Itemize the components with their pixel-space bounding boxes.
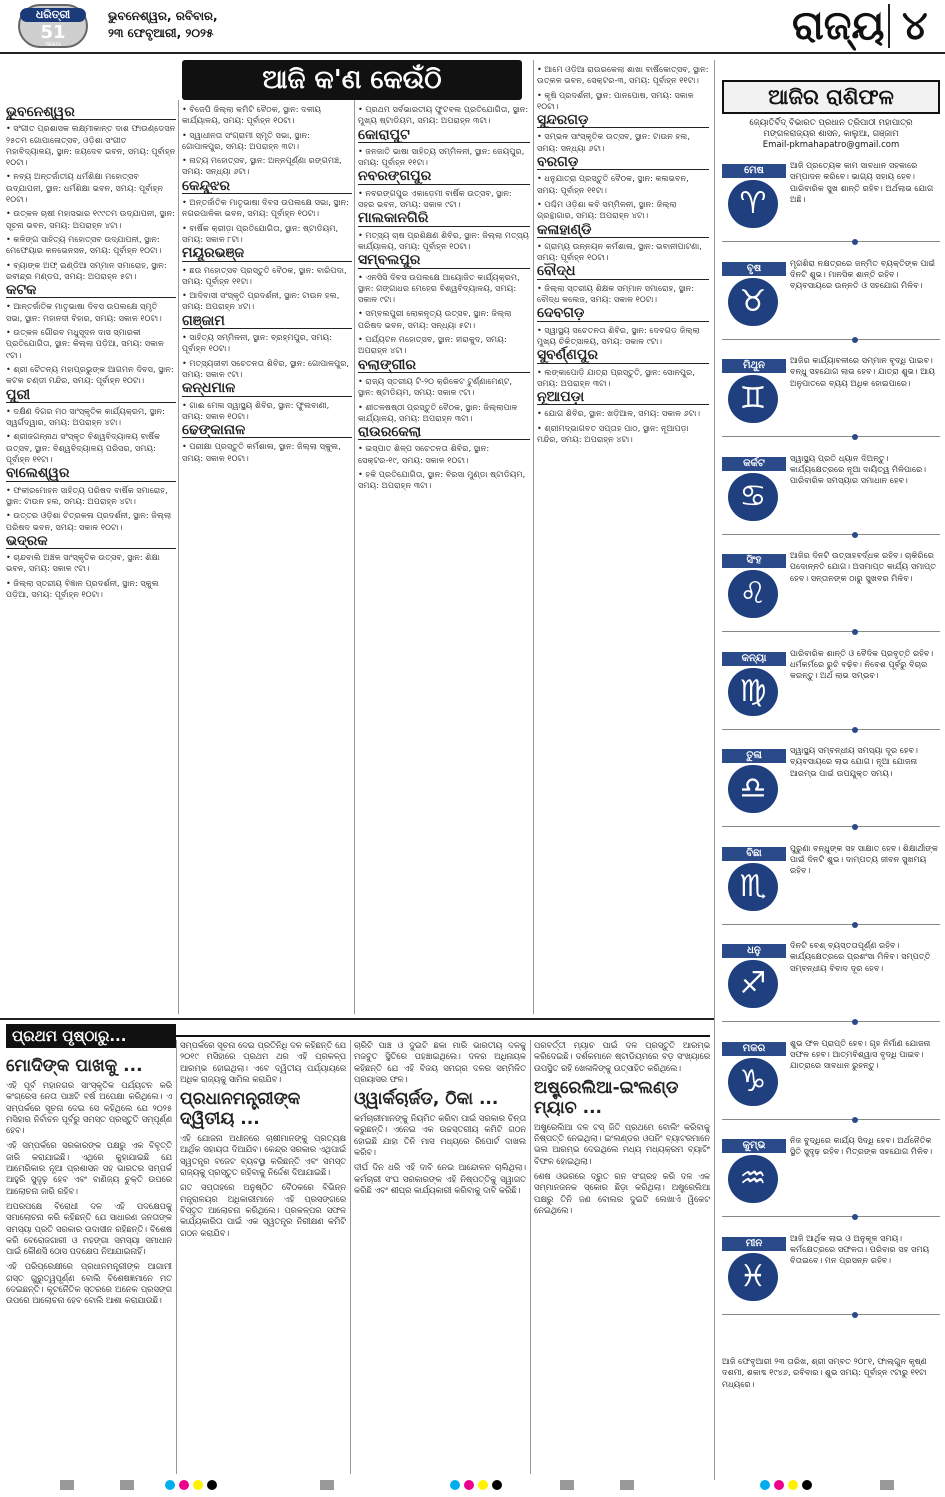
grey-patch [320,1480,334,1490]
column-divider [530,1040,531,1474]
article-paragraph: ଅଷ୍ଟ୍ରେଲିଆ ଦଳ ଟସ୍ ଜିତି ପ୍ରଥମେ ବୋଲିଂ କରିବାକୁ ନିଷ୍ପତ୍ତି ନେଇଥିଲା। ଇଂଲଣ୍ଡର ଓପନିଂ ବ୍ୟାଟରମାନେ ଭଲ ଆରମ୍ଭ ଦେଇଥିଲେ ମଧ୍ୟ ମଧ୍ୟକ୍ରମ ବ୍ୟାଟିଂ ବିଫଳ ହୋଇଥିଲା। [534,1121,710,1166]
events-column-2 [182,104,352,1014]
front-article-1 [6,1054,172,1474]
zodiac-7-icon: ♎ [728,765,778,813]
event-item: • ଶ୍ରୀଜଗନ୍ନାଥ ସଂସ୍କୃତ ବିଶ୍ୱବିଦ୍ୟାଳୟ ବାର୍ଷିକ ଉତ୍ସବ, ସ୍ଥାନ: ବିଶ୍ୱବିଦ୍ୟାଳୟ ପରିସର, ସମୟ: ପୂର୍ବାହ୍ନ ୧୧ଟା। [6,431,161,465]
article-headline: ଓ୍ୱାର୍କଚାର୍ଜଡ, ଠିକା ... [354,1089,499,1110]
event-item: • ଚାନ୍ଦବାଲି ଅଞ୍ଚଳ ସାଂସ୍କୃତିକ ଉତ୍ସବ, ସ୍ଥାନ: ଶିକ୍ଷା ଭବନ, ସମୟ: ସକାଳ ୯ଟା। [6,552,160,574]
zodiac-1-icon: ♈ [728,180,778,228]
events-column-3 [358,104,530,1014]
zodiac-sign-label: ମୀନ [722,1237,786,1251]
column-divider [714,60,715,1480]
district-heading: ମୟୂରଭଞ୍ଜ [182,248,352,261]
article-paragraph: ଏହି ପରିପ୍ରେକ୍ଷୀରେ ପ୍ରଧାନମନ୍ତ୍ରୀଙ୍କ ଆଗାମୀ ଗସ୍ତ ଗୁରୁତ୍ୱପୂର୍ଣ୍ଣ ବୋଲି ବିଶେଷଜ୍ଞମାନେ ମତ ଦେଇଛନ୍ତି। କୂଟନୈତିକ ସ୍ତରରେ ଅନେକ ପ୍ରସଙ୍ଗ ଉପରେ ଆଲୋଚନା ହେବ ବୋଲି ଆଶା କରାଯାଉଛି। [6,1261,172,1306]
article-paragraph: କର୍ମଚାରୀମାନଙ୍କୁ ନିୟମିତ କରିବା ପାଇଁ ସରକାର ଚିନ୍ତା କରୁଛନ୍ତି। ଏନେଇ ଏକ ଉଚ୍ଚସ୍ତରୀୟ କମିଟି ଗଠନ ହୋଇଛି ଯାହା ତିନି ମାସ ମଧ୍ୟରେ ରିପୋର୍ଟ ଦାଖଲ କରିବ। [354,1113,526,1158]
event-item: • ସ୍ୱାଧୀନତା ସଂଗ୍ରାମୀ ସ୍ମୃତି ସଭା, ସ୍ଥାନ: ଗୋପାଳପୁର, ସମୟ: ଅପରାହ୍ନ ୩ଟା। [182,129,310,151]
event-item: • ଜନଜାତି ଭାଷା ସାହିତ୍ୟ ସମ୍ମିଳନୀ, ସ୍ଥାନ: ଜେୟପୁର, ସମୟ: ପୂର୍ବାହ୍ନ ୧୧ଟା। [358,145,525,168]
color-registration-dot [788,1480,798,1490]
event-item: • ଏନସିସି ଦିବସ ଉପଲକ୍ଷେ ଆୟୋଜିତ କାର୍ଯ୍ୟକ୍ରମ, ସ୍ଥାନ: ଗଙ୍ଗାଧର ମେହେର ବିଶ୍ୱବିଦ୍ୟାଳୟ, ସମୟ: ସକାଳ ୯ଟା। [358,271,520,305]
astrologer-name: ଜ୍ୟୋତିର୍ବିଦ୍ ବିଭାରତ ପ୍ରଧାନ ତ୍ରିପାଠୀ ମହାପାତ୍ର [749,118,913,128]
district-heading: ଗଞ୍ଜାମ [182,316,352,329]
event-item: • ଆନ୍ତର୍ଜାତିକ ମାତୃଭାଷା ଦିବସ ଉପଲକ୍ଷେ ସ୍ମୃତି ସଭା, ସ୍ଥାନ: ମହାନଦୀ ବିହାର, ସମୟ: ସକାଳ ୧୦ଟା। [6,301,162,323]
event-item: • ବିଜେପି ଜିଲ୍ଲା କମିଟି ବୈଠକ, ସ୍ଥାନ: ଦଳୀୟ କାର୍ଯ୍ୟାଳୟ, ସମୟ: ପୂର୍ବାହ୍ନ ୧୦ଟା। [182,104,322,126]
district-heading: କଟକ [6,285,176,298]
front-page-rule [176,1035,710,1037]
event-item: • ସାହିତ୍ୟ ସମ୍ମିଳନୀ, ସ୍ଥାନ: ବ୍ରହ୍ମପୁର, ସମୟ: ପୂର୍ବାହ୍ନ ୧୦ଟା। [182,332,333,354]
page-number: ୪ [902,2,928,49]
horoscope-sign-10 [722,1038,940,1116]
horoscope-sign-3 [722,355,940,433]
color-registration-dot [760,1480,770,1490]
event-item: • ନାଟ୍ୟ ମହୋତ୍ସବ, ସ୍ଥାନ: ଅନ୍ନପୂର୍ଣ୍ଣା ରଙ୍ଗମଞ୍ଚ, ସମୟ: ସନ୍ଧ୍ୟା ୬ଟା। [182,155,342,177]
horoscope-sign-6 [722,648,940,726]
section-name: ରାଜ୍ୟ [792,2,885,49]
zodiac-11-icon: ♒ [728,1155,778,1203]
event-item: • ଜିଲ୍ଲା ସ୍ତରୀୟ ବିଜ୍ଞାନ ପ୍ରଦର୍ଶନୀ, ସ୍ଥାନ: ସ୍କୁଲ ପଡ଼ିଆ, ସମୟ: ପୂର୍ବାହ୍ନ ୧୦ଟା। [6,577,159,599]
color-registration-dot [478,1480,488,1490]
separator-dot [852,727,858,733]
zodiac-sign-label: ତୁଳା [722,749,786,763]
horoscope-text: ସ୍ୱାସ୍ଥ୍ୟ ସମ୍ବନ୍ଧୀୟ ସମସ୍ୟା ଦୂର ହେବ। ବ୍ୟବସାୟରେ ଲାଭ ଯୋଗ। ନୂଆ ଯୋଜନା ଆରମ୍ଭ ପାଇଁ ଉପଯୁକ୍ତ ସମୟ। [790,745,918,778]
district-heading: ସୁବର୍ଣ୍ଣପୁର [537,350,709,363]
sign-separator [722,436,940,437]
color-registration-dot [193,1480,203,1490]
event-item: • ଗ୍ରାମ୍ୟ ଉନ୍ନୟନ କର୍ମଶାଳା, ସ୍ଥାନ: ଭବାନୀପାଟଣା, ସମୟ: ପୂର୍ବାହ୍ନ ୧୦ଟା। [537,240,702,263]
event-item: • ଉତ୍କଳ ଚାଷୀ ମହାସଭାର ୧୯୯ତମ ଉଦ୍‌ଯାପନୀ, ସ୍ଥାନ: ସୂଚନା ଭବନ, ସମୟ: ଅପରାହ୍ନ ୪ଟା। [6,208,175,230]
event-item: • ଅନ୍ତର୍ଜାତିକ ମାତୃଭାଷା ଦିବସ ଉପଲକ୍ଷେ ସଭା, ସ୍ଥାନ: ନଗରପାଳିକା ଭବନ, ସମୟ: ପୂର୍ବାହ୍ନ ୧୦ଟା। [182,197,349,219]
dateline-date: ୨୩ ଫେବୃଆରୀ, ୨୦୨୫ [108,26,214,40]
event-item: • ଶ୍ରୀମଦ୍‌ଭାଗବତ ସପ୍ତାହ ପାଠ, ସ୍ଥାନ: ନୂଆପଡ଼ା ମନ୍ଦିର, ସମୟ: ଅପରାହ୍ନ ୪ଟା। [537,422,689,445]
zodiac-sign-label: ଧନୁ [722,944,786,958]
zodiac-12-icon: ♓ [728,1253,778,1301]
color-registration-dot [464,1480,474,1490]
sign-separator [722,924,940,925]
horoscope-text: ଶୁଭ ଫଳ ପ୍ରାପ୍ତି ହେବ। ଗୃହ ନିର୍ମାଣ ଯୋଜନା ସଫଳ ହେବ। ଆତ୍ମବିଶ୍ୱାସ ବୃଦ୍ଧି ପାଇବ। ଯାତ୍ରାରେ ସାବଧାନ ରୁହନ୍ତୁ। [790,1037,931,1071]
event-item: • ବାର୍ଷିକ କ୍ରୀଡ଼ା ପ୍ରତିଯୋଗିତା, ସ୍ଥାନ: ଷ୍ଟାଡିୟମ, ସମୟ: ସକାଳ ୮ଟା। [182,222,339,244]
front-article-1-cont [180,1040,346,1474]
sign-separator [722,631,940,632]
separator-dot [852,239,858,245]
event-item: • ଶ୍ରୀ ଚୈତନ୍ୟ ମହାପ୍ରଭୁଙ୍କ ଆଗମନ ଦିବସ, ସ୍ଥାନ: କଟକ ଚଣ୍ଡୀ ମନ୍ଦିର, ସମୟ: ପୂର୍ବାହ୍ନ ୧୦ଟା। [6,363,174,386]
event-item: • ଫକୀରମୋହନ ସାହିତ୍ୟ ପରିଷଦ ବାର୍ଷିକ ସମାରୋହ, ସ୍ଥାନ: ଟାଉନ ହଲ, ସମୟ: ଅପରାହ୍ନ ୪ଟା। [6,484,168,506]
grey-patch [620,1480,634,1490]
horoscope-text: ଆଜି ଆର୍ଥିକ ଲାଭ ଓ ଅନୁକୂଳ ସମୟ। କର୍ମକ୍ଷେତ୍ରରେ ସଫଳତା। ପରିବାର ସହ ସମୟ ବିତାଇବେ। ମନ ପ୍ରସନ୍ନ ରହିବ। [790,1232,930,1266]
horoscope-byline [722,118,940,151]
events-banner: ଆଜି କ'ଣ କେଉଁଠି [182,60,522,100]
event-item: • ମତ୍ସ୍ୟଜୀବୀ ସଚେତନତା ଶିବିର, ସ୍ଥାନ: ଗୋପାଳପୁର, ସମୟ: ସକାଳ ୯ଟା। [182,357,350,379]
article-paragraph: ପରବର୍ତ୍ତୀ ମ୍ୟାଚ ପାଇଁ ଦଳ ପ୍ରସ୍ତୁତି ଆରମ୍ଭ କରିଦେଇଛି। ଦର୍ଶକମାନେ ଷ୍ଟାଡିୟମରେ ବଡ଼ ସଂଖ୍ୟାରେ ଉପସ୍ଥିତ ରହି ଖେଳାଳିଙ୍କୁ ଉତ୍ସାହିତ କରିଥିଲେ। [534,1040,710,1073]
horoscope-text: ନିଜ ବୁଦ୍ଧିରେ କାର୍ଯ୍ୟ ସିଦ୍ଧି ହେବ। ଅର୍ଥନୈତିକ ସ୍ଥିତି ସୁଦୃଢ଼ ରହିବ। ମିତ୍ରଙ୍କ ସହଯୋଗ ମିଳିବ। [790,1135,933,1157]
article-paragraph: ଚାରିଟି ପାଞ୍ଚ ଓ ଦୁଇଟି ଛକା ମାରି ଭାରତୀୟ ଦଳକୁ ମଜବୁତ ସ୍ଥିତିରେ ପହଞ୍ଚାଇଥିଲେ। ଦଳର ଅଧିନାୟକ କହିଛନ୍ତି ଯେ ଏହି ବିଜୟ ସମଗ୍ର ଦଳର ସମ୍ମିଳିତ ପ୍ରୟାସର ଫଳ। [354,1040,526,1084]
horoscope-sign-7 [722,745,940,823]
event-item: • ଧନୁଯାତ୍ରା ପ୍ରସ୍ତୁତି ବୈଠକ, ସ୍ଥାନ: କଳାଭବନ, ସମୟ: ପୂର୍ବାହ୍ନ ୧୧ଟା। [537,173,689,195]
district-heading: ଭୁବନେଶ୍ୱର [6,107,176,120]
event-item: • ଛଉ ମହୋତ୍ସବ ପ୍ରସ୍ତୁତି ବୈଠକ, ସ୍ଥାନ: ବାରିପଦା, ସମୟ: ପୂର୍ବାହ୍ନ ୧୧ଟା। [182,264,347,286]
zodiac-sign-label: କର୍କଟ [722,457,786,471]
horoscope-title: ଆଜିର ରାଶିଫଳ [722,80,940,114]
separator-dot [852,1019,858,1025]
front-page-section-label [6,1024,176,1048]
horoscope-text: ପାରିବାରିକ ଶାନ୍ତି ଓ ବୈଦିକ ପ୍ରବୃତ୍ତି ରହିବ। ଧର୍ମକର୍ମରେ ରୁଚି ବଢ଼ିବ। ନିବେଶ ପୂର୍ବରୁ ବିଚାର କରନ୍ତୁ। ଅର୍ଥ ଲାଭ ସମ୍ଭବ। [790,647,934,681]
sign-separator [722,241,940,242]
district-heading: ମାଲକାନଗିରି [358,213,530,226]
masthead-rule [0,52,945,54]
zodiac-8-icon: ♏ [728,863,778,911]
horoscope-sign-12 [722,1233,940,1311]
horoscope-sign-9 [722,940,940,1018]
zodiac-9-icon: ♐ [728,960,778,1008]
event-item: • ଉତ୍ତର ଓଡ଼ିଶା ଚିତ୍ରକଳା ପ୍ରଦର୍ଶନୀ, ସ୍ଥାନ: ଜିଲ୍ଲା ପରିଷଦ ଭବନ, ସମୟ: ସକାଳ ୧୦ଟା। [6,510,172,532]
district-heading: ଦେବଗଡ଼ [537,308,709,321]
horoscope-sign-11 [722,1135,940,1213]
zodiac-sign-label: ମିଥୁନ [722,359,786,373]
event-item: • ଯୋଗ ଶିବିର, ସ୍ଥାନ: ଖଡ଼ିଆଳ, ସମୟ: ସକାଳ ୬ଟା। [537,408,701,419]
front-article-4 [534,1040,710,1474]
article-paragraph: ଅପରପକ୍ଷେ ବିରୋଧୀ ଦଳ ଏହି ପଦକ୍ଷେପକୁ ସମାଲୋଚନା କରି କହିଛନ୍ତି ଯେ ସାଧାରଣ ଜନତାଙ୍କ ସମସ୍ୟା ପ୍ରତି ସରକାର ଉଦାସୀନ ରହିଛନ୍ତି। ବିଶେଷ କରି ବେରୋଜଗାରୀ ଓ ମହଙ୍ଗା ସମସ୍ୟା ସମାଧାନ ପାଇଁ କୌଣସି ଠୋସ ପଦକ୍ଷେପ ନିଆଯାଇନାହିଁ। [6,1200,172,1257]
color-registration-dot [802,1480,812,1490]
event-item: • ନବରଙ୍ଗପୁର ଏକାଡ଼େମୀ ବାର୍ଷିକ ଉତ୍ସବ, ସ୍ଥାନ: ସହର ଭବନ, ସମୟ: ସକାଳ ୯ଟା। [358,187,512,210]
color-registration-dot [450,1480,460,1490]
sign-separator [722,534,940,535]
event-item: • ପଶ୍ଚିମ ଓଡ଼ିଶା କବି ସମ୍ମିଳନୀ, ସ୍ଥାନ: ଜିଲ୍ଲା ଗ୍ରନ୍ଥାଗାର, ସମୟ: ଅପରାହ୍ନ ୪ଟା। [537,198,677,221]
separator-dot [852,532,858,538]
sign-separator [722,826,940,827]
district-heading: ବୌଦ୍ଧ [537,266,709,279]
astrologer-email: Email-pkmahapatro@gmail.com [762,140,900,150]
zodiac-3-icon: ♊ [728,375,778,423]
article-paragraph: ଏହି ପୂର୍ବ ମହାନଗର ସାଂସ୍କୃତିକ ପର୍ଯ୍ୟଟନ କରି କଂଗ୍ରେସ ନେତା ପାଞ୍ଚଟି ବର୍ଷ ଅପେକ୍ଷା କରିଥିଲେ। ଏ ସମ୍ପର୍କରେ ସୂଚନା ଦେଇ ସେ କହିଥିଲେ ଯେ ୨୦୨୫ ମସିହାର ନିର୍ବାଚନ ପୂର୍ବରୁ ସମସ୍ତ ପ୍ରସ୍ତୁତି ସମ୍ପୂର୍ଣ୍ଣ ହେବ। [6,1080,172,1136]
separator-dot [852,337,858,343]
district-heading: କେନ୍ଦୁଝର [182,181,352,194]
article-headline: ପ୍ରଧାନମନ୍ତ୍ରୀଙ୍କ ଦ୍ୱିତୀୟ ... [180,1089,301,1130]
astrologer-address: ମଙ୍ଗଳରାଜ୍ୟର ଶାସନ, କାଲୁଆ, ଗଞ୍ଜାମ [763,129,899,139]
dateline [108,8,218,42]
district-heading: ବରଗଡ଼ [537,157,709,170]
separator-dot [852,922,858,928]
sign-separator [722,1216,940,1217]
district-heading: ବଲାଙ୍ଗୀର [358,360,530,373]
zodiac-sign-label: ମେଷ [722,164,786,178]
district-heading: ପୁରୀ [6,390,176,403]
zodiac-5-icon: ♌ [728,570,778,618]
column-divider [350,1040,351,1474]
article-paragraph: ସମ୍ପର୍କରେ ସୂଚନା ଦେଇ ପ୍ରତିନିଧି ଦଳ କହିଛନ୍ତି ଯେ ୨୦୧୯ ମସିହାରେ ପ୍ରଥମ ଥର ଏହି ପ୍ରକଳ୍ପ ଆରମ୍ଭ ହୋଇଥିଲା। ଏବେ ଦ୍ୱିତୀୟ ପର୍ଯ୍ୟାୟରେ ଅଧିକ ରାଜ୍ୟକୁ ସାମିଲ କରାଯିବ। [180,1040,346,1084]
zodiac-10-icon: ♑ [728,1058,778,1106]
sign-separator [722,729,940,730]
logo-title: ଧରିତ୍ରୀ [20,8,86,22]
event-item: • ସମ୍ବଲପୁରୀ ଲୋକନୃତ୍ୟ ଉତ୍ସବ, ସ୍ଥାନ: ଜିଲ୍ଲା ପରିଷଦ ଭବନ, ସମୟ: ସନ୍ଧ୍ୟା ୫ଟା। [358,308,512,330]
zodiac-sign-label: କୁମ୍ଭ [722,1139,786,1153]
grey-patch [560,1480,574,1490]
event-item: • ପ୍ରଥମ ସର୍ବଭାରତୀୟ ଫୁଟବଲ ପ୍ରତିଯୋଗିତା, ସ୍ଥାନ: ମୁଖ୍ୟ ଷ୍ଟାଡିୟମ, ସମୟ: ଅପରାହ୍ନ ୩ଟା। [358,104,529,126]
article-paragraph: ଏହି ଯୋଜନା ଅଧୀନରେ ଚାଷୀମାନଙ୍କୁ ପ୍ରତ୍ୟକ୍ଷ ଆର୍ଥିକ ସହାୟତା ଦିଆଯିବ। କେନ୍ଦ୍ର ସରକାର ଏଥିପାଇଁ ସ୍ୱତନ୍ତ୍ର ବଜେଟ ବ୍ୟବସ୍ଥା କରିଛନ୍ତି ଏବଂ ସମସ୍ତ ରାଜ୍ୟକୁ ପ୍ରସ୍ତୁତ ରହିବାକୁ ନିର୍ଦ୍ଦେଶ ଦିଆଯାଇଛି। [180,1133,346,1178]
section-divider [0,1018,714,1020]
event-item: • ହକି ପ୍ରତିଯୋଗିତା, ସ୍ଥାନ: ବିରସା ମୁଣ୍ଡା ଷ୍ଟାଡିୟମ, ସମୟ: ଅପରାହ୍ନ ୩ଟା। [358,469,526,491]
sign-separator [722,339,940,340]
column-divider [533,60,534,1014]
separator-dot [852,629,858,635]
horoscope-text: ଆଜିର ଦିନଟି ଉତ୍ସାହବର୍ଦ୍ଧକ ରହିବ। ଚାକିରିରେ ପଦୋନ୍ନତି ଯୋଗ। ଅସମାପ୍ତ କାର୍ଯ୍ୟ ସମାପ୍ତ ହେବ। ସନ୍ତାନଙ୍କ ଠାରୁ ସୁଖବର ମିଳିବ। [790,550,937,583]
zodiac-4-icon: ♋ [728,473,778,521]
event-item: • ଇସ୍ପାତ ଶିଳ୍ପ ସଚେତନତା ଶିବିର, ସ୍ଥାନ: ସେକ୍ଟର-୧୯, ସମୟ: ସକାଳ ୧୦ଟା। [358,443,490,465]
column-divider [176,1040,177,1474]
separator-dot [852,1214,858,1220]
event-item: • ଆଦିବାସୀ ସଂସ୍କୃତି ପ୍ରଦର୍ଶନୀ, ସ୍ଥାନ: ଟାଉନ ହଲ, ସମୟ: ଅପରାହ୍ନ ୪ଟା। [182,290,340,312]
grey-patch [60,1480,74,1490]
event-item: • ସଂଗୀତ ପ୍ରଶାସକ ଲକ୍ଷ୍ମୀକାନ୍ତ ଦାଶ ଫାଉଣ୍ଡେସନ ୨୫ତମ ଗୋପାଳୋତ୍ସବ, ଓଡ଼ିଶା ସଂଗୀତ ମହାବିଦ୍ୟାଳୟ, ସ୍ଥାନ: ଜୟଦେବ ଭବନ, ସମୟ: ପୂର୍ବାହ୍ନ ୧୦ଟା। [6,123,176,168]
district-heading: କନ୍ଧମାଳ [182,383,352,396]
separator-dot [852,1312,858,1318]
column-divider [178,100,179,1014]
district-heading: ସୁନ୍ଦରଗଡ଼ [537,115,709,128]
article-headline: ମୋଦିଙ୍କ ପାଖକୁ ... [6,1056,143,1076]
events-column-1 [6,104,176,1014]
district-heading: ରାଉରକେଲା [358,427,530,440]
article-paragraph: ଏହି ସମ୍ପର୍କରେ ସରକାରଙ୍କ ପକ୍ଷରୁ ଏକ ବିବୃତ୍ତି ଜାରି କରାଯାଇଛି। ଏଥିରେ କୁହାଯାଇଛି ଯେ ଆମେରିକାର ନୂଆ ପ୍ରଶାସନ ସହ ଭାରତର ସମ୍ପର୍କ ଆହୁରି ସୁଦୃଢ଼ ହେବ ଏବଂ ବାଣିଜ୍ୟ ଚୁକ୍ତି ଉପରେ ଆଲୋଚନା ଜାରି ରହିବ। [6,1140,172,1196]
event-item: • କଳିଙ୍ଗ ସାହିତ୍ୟ ମହୋତ୍ସବ ଉଦ୍‌ଯାପନୀ, ସ୍ଥାନ: ମେଫେୟାର କନଭେନସନ, ସମୟ: ପୂର୍ବାହ୍ନ ୧୦ଟା। [6,233,162,256]
zodiac-sign-label: ସିଂହ [722,554,786,568]
separator-dot [852,824,858,830]
horoscope-sign-8 [722,843,940,921]
events-column-4 [537,64,709,1014]
front-article-3 [354,1040,526,1474]
horoscope-text: ସ୍ୱାସ୍ଥ୍ୟ ପ୍ରତି ଧ୍ୟାନ ଦିଅନ୍ତୁ। କାର୍ଯ୍ୟକ୍ଷେତ୍ରରେ ନୂଆ ଦାୟିତ୍ୱ ମିଳିପାରେ। ପାରିବାରିକ ସମସ୍ୟାର ସମାଧାନ ହେବ। [790,452,927,486]
event-item: • ବ୍ୟାଙ୍କ ଅଫ୍ ଇଣ୍ଡିଆ ସମ୍ମାନ ସମାରୋହ, ସ୍ଥାନ: ରବୀନ୍ଦ୍ର ମଣ୍ଡପ, ସମୟ: ଅପରାହ୍ନ ୫ଟା। [6,259,167,281]
event-item: • ଜିଲ୍ଲା ସ୍ତରୀୟ ଶିକ୍ଷକ ସମ୍ମାନ ସମାରୋହ, ସ୍ଥାନ: ବୌଦ୍ଧ କଲେଜ, ସମୟ: ସକାଳ ୧୦ଟା। [537,282,695,305]
event-item: • ଆମେ ଓଡ଼ିଆ ରାଉରକେଲା ଶାଖା ବାର୍ଷିକୋତ୍ସବ, ସ୍ଥାନ: ଉତ୍କଳ ଭବନ, ସେକ୍ଟର-୩, ସମୟ: ପୂର୍ବାହ୍ନ ୧୧ଟା। [537,64,709,86]
event-item: • ମତ୍ସ୍ୟ ଚାଷ ପ୍ରଶିକ୍ଷଣ ଶିବିର, ସ୍ଥାନ: ଜିଲ୍ଲା ମତ୍ସ୍ୟ କାର୍ଯ୍ୟାଳୟ, ସମୟ: ପୂର୍ବାହ୍ନ ୧୦ଟା। [358,229,529,251]
district-heading: କଳାହାଣ୍ଡି [537,225,709,238]
sign-separator [722,1021,940,1022]
event-item: • ସ୍ୱାସ୍ଥ୍ୟ ସଚେତନତା ଶିବିର, ସ୍ଥାନ: ଦେବଗଡ଼ ଜିଲ୍ଲା ମୁଖ୍ୟ ଚିକିତ୍ସାଳୟ, ସମୟ: ସକାଳ ୯ଟା। [537,324,700,346]
horoscope-sign-1 [722,160,940,238]
district-heading: କୋରାପୁଟ [358,130,530,143]
horoscope-text: ପୁରୁଣା ବନ୍ଧୁଙ୍କ ସହ ସାକ୍ଷାତ ହେବ। ଶିକ୍ଷାର୍ଥୀଙ୍କ ପାଇଁ ଦିନଟି ଶୁଭ। ଦାମ୍ପତ୍ୟ ଜୀବନ ସୁଖମୟ ରହିବ। [790,842,939,876]
panjika-note: ଆଜି ଫେବୃଆରୀ ୨୩ ତାରିଖ, ଶ୍ରୀ ସମ୍ବତ ୨୦୮୧, ଫାଲ୍‌ଗୁନ କୃଷ୍ଣ ଦଶମୀ, ଶକାବ୍ଦ ୧୯୪୬, ରବିବାର। ଶୁଭ ସମୟ: ପୂର୍ବାହ୍ନ ୯ଟାରୁ ୧୧ଟା ମଧ୍ୟରେ। [722,1356,927,1389]
zodiac-sign-label: ବୃଷ [722,262,786,276]
district-heading: ବାଲେଶ୍ୱର [6,468,176,481]
district-heading: ଢେଙ୍କାନାଳ [182,425,352,438]
district-heading: ଭଦ୍ରକ [6,536,176,549]
color-registration-dot [774,1480,784,1490]
horoscope-text: ଆଜି ପ୍ରତ୍ୟେକ କାମ ସାବଧାନ ସହକାରେ ସମ୍ପାଦନ କରିବେ। ଭାଗ୍ୟ ସହାୟ ହେବ। ପାରିବାରିକ ସୁଖ ଶାନ୍ତି ରହିବ। ଅର୍ଥଲାଭ ଯୋଗ ଅଛି। [790,160,934,204]
event-item: • ଶୀତଳଷଷ୍ଠୀ ପ୍ରସ୍ତୁତି ବୈଠକ, ସ୍ଥାନ: ଜିଲ୍ଲାପାଳ କାର୍ଯ୍ୟାଳୟ, ସମୟ: ଅପରାହ୍ନ ୩ଟା। [358,401,518,423]
zodiac-sign-label: ମକର [722,1042,786,1056]
zodiac-6-icon: ♍ [728,668,778,716]
color-registration-dot [207,1480,217,1490]
article-paragraph: ଗତ ସପ୍ତାହରେ ଅନୁଷ୍ଠିତ ବୈଠକରେ ବିଭିନ୍ନ ମନ୍ତ୍ରାଳୟର ଅଧିକାରୀମାନେ ଏହି ପ୍ରସଙ୍ଗରେ ବିସ୍ତୃତ ଆଲୋଚନା କରିଥିଲେ। ପ୍ରକଳ୍ପର ସଫଳ କାର୍ଯ୍ୟକାରିତା ପାଇଁ ଏକ ସ୍ୱତନ୍ତ୍ର ନିରୀକ୍ଷଣ କମିଟି ଗଠନ କରାଯିବ। [180,1182,346,1238]
article-paragraph: ଦୀର୍ଘ ଦିନ ଧରି ଏହି ଦାବି ନେଇ ଆନ୍ଦୋଳନ ଚାଲିଥିଲା। କର୍ମଚାରୀ ସଂଘ ସରକାରଙ୍କ ଏହି ନିଷ୍ପତ୍ତିକୁ ସ୍ୱାଗତ କରିଛି ଏବଂ ଶୀଘ୍ର କାର୍ଯ୍ୟକାରୀ କରିବାକୁ ଦାବି କରିଛି। [354,1162,526,1195]
zodiac-sign-label: ବିଛା [722,847,786,861]
event-item: • ନବ୍ୟ ଅନ୍ତର୍ଜାତୀୟ ଧର୍ମଶିକ୍ଷା ମହୋତ୍ସବ ଉଦ୍‌ଯାପନୀ, ସ୍ଥାନ: ଧର୍ମଶିକ୍ଷା ଭବନ, ସମୟ: ପୂର୍ବାହ୍ନ ୧୦ଟା। [6,171,164,205]
event-item: • କୃଷି ପ୍ରଦର୍ଶନୀ, ସ୍ଥାନ: ପାନପୋଷ, ସମୟ: ସକାଳ ୧୦ଟା। [537,89,694,111]
event-item: • ଉତ୍କଳ ଗୌରବ ମଧୁସୂଦନ ଦାସ ସ୍ମାରକୀ ପ୍ରତିଯୋଗିତା, ସ୍ଥାନ: କିଲ୍ଲା ପଡ଼ିଆ, ସମୟ: ସକାଳ ୯ଟା। [6,327,164,360]
event-item: • ରାଜ୍ୟ ସ୍ତରୀୟ ଟି-୨୦ କ୍ରିକେଟ ଟୁର୍ଣ୍ଣାମେଣ୍ଟ, ସ୍ଥାନ: ଷ୍ଟାଡିୟମ, ସମୟ: ସକାଳ ୯ଟା। [358,375,513,398]
color-registration-dot [492,1480,502,1490]
event-item: • ଲଙ୍କାପୋଡ଼ି ଯାତ୍ରା ପ୍ରସ୍ତୁତି, ସ୍ଥାନ: ସୋନପୁର, ସମୟ: ଅପରାହ୍ନ ୩ଟା। [537,366,695,388]
horoscope-sign-4 [722,453,940,531]
zodiac-sign-label: କନ୍ୟା [722,652,786,666]
color-registration-dot [165,1480,175,1490]
district-heading: ସମ୍ବଲପୁର [358,255,530,268]
logo-years-label: Years [45,41,61,48]
event-item: • ପର୍ଯ୍ୟଟନ ମହୋତ୍ସବ, ସ୍ଥାନ: ହୀରାକୁଦ, ସମୟ: ଅପରାହ୍ନ ୪ଟା। [358,334,507,356]
horoscope-text: ଆଜିର କାର୍ଯ୍ୟାବଳୀରେ ସମ୍ମାନ ବୃଦ୍ଧି ପାଇବ। ବନ୍ଧୁ ସହଯୋଗ ଲାଭ ହେବ। ଯାତ୍ରା ଶୁଭ। ଆୟ ଅନୁପାତରେ ବ୍ୟୟ ଅଧିକ ହୋଇପାରେ। [790,355,935,388]
newspaper-logo [18,4,88,48]
article-headline: ଅଷ୍ଟ୍ରେଲିଆ-ଇଂଲଣ୍ଡ ମ୍ୟାଚ ... [534,1077,679,1118]
sign-separator [722,1119,940,1120]
horoscope-sign-2 [722,258,940,336]
front-page-label-text: ପ୍ରଥମ ପୃଷ୍ଠାରୁ... [12,1027,127,1045]
dateline-place-day: ଭୁବନେଶ୍ୱର, ରବିବାର, [108,9,218,23]
event-item: • ଗାଈ ମେଳା ସ୍ୱାସ୍ଥ୍ୟ ଶିବିର, ସ୍ଥାନ: ଫୁଲବାଣୀ, ସମୟ: ସକାଳ ୧୦ଟା। [182,399,330,421]
event-item: • ପରୀକ୍ଷା ପ୍ରସ୍ତୁତି କର୍ମଶାଳା, ସ୍ଥାନ: ଜିଲ୍ଲା ସ୍କୁଲ, ସମୟ: ସକାଳ ୧୦ଟା। [182,441,341,463]
district-heading: ନବରଙ୍ଗପୁର [358,171,530,184]
separator-dot [852,1117,858,1123]
district-heading: ନୂଆପଡ଼ା [537,392,709,405]
horoscope-sign-5 [722,550,940,628]
horoscope-text: ମୃଗଶିରା ନକ୍ଷତ୍ରରେ ଜନ୍ମିତ ବ୍ୟକ୍ତିଙ୍କ ପାଇଁ ଦିନଟି ଶୁଭ। ମାନସିକ ଶାନ୍ତି ରହିବ। ବ୍ୟବସାୟରେ ଉନ୍ନତି ଓ ସହଯୋଗ ମିଳିବ। [790,257,936,291]
masthead-divider [888,4,890,48]
column-divider [354,100,355,1014]
event-item: • ସମ୍ଭଳ ସାଂସ୍କୃତିକ ଉତ୍ସବ, ସ୍ଥାନ: ଟାଉନ ହଲ, ସମୟ: ସନ୍ଧ୍ୟା ୬ଟା। [537,131,691,153]
sign-separator [722,1314,940,1315]
article-paragraph: ଶେଷ ଓଭରରେ ଦ୍ରୁତ ରନ ସଂଗ୍ରହ କରି ଦଳ ଏକ ସମ୍ମାନଜନକ ସ୍କୋର ଛିଡ଼ା କରିଥିଲା। ଅଷ୍ଟ୍ରେଲିଆ ପକ୍ଷରୁ ତିନି ଜଣ ବୋଲର ଦୁଇଟି ଲେଖାଏଁ ୱିକେଟ ନେଇଥିଲେ। [534,1171,710,1215]
separator-dot [852,434,858,440]
horoscope-text: ଦିନଟି ବେଶ୍ ବ୍ୟସ୍ତତାପୂର୍ଣ୍ଣ ରହିବ। କାର୍ଯ୍ୟକ୍ଷେତ୍ରରେ ପ୍ରଶଂସା ମିଳିବ। ସମ୍ପତ୍ତି ସମ୍ବନ୍ଧୀୟ ବିବାଦ ଦୂର ହେବ। [790,940,931,973]
event-item: • ଦକ୍ଷିଣ ଦିଗର ମଠ ସାଂସ୍କୃତିକ କାର୍ଯ୍ୟକ୍ରମ, ସ୍ଥାନ: ସ୍ୱର୍ଗଦ୍ୱାର, ସମୟ: ଅପରାହ୍ନ ୪ଟା। [6,405,165,428]
color-registration-dot [179,1480,189,1490]
logo-anniversary-number: 51 [40,22,66,43]
grey-patch [120,1480,134,1490]
zodiac-2-icon: ♉ [728,278,778,326]
grey-patch [880,1480,894,1490]
